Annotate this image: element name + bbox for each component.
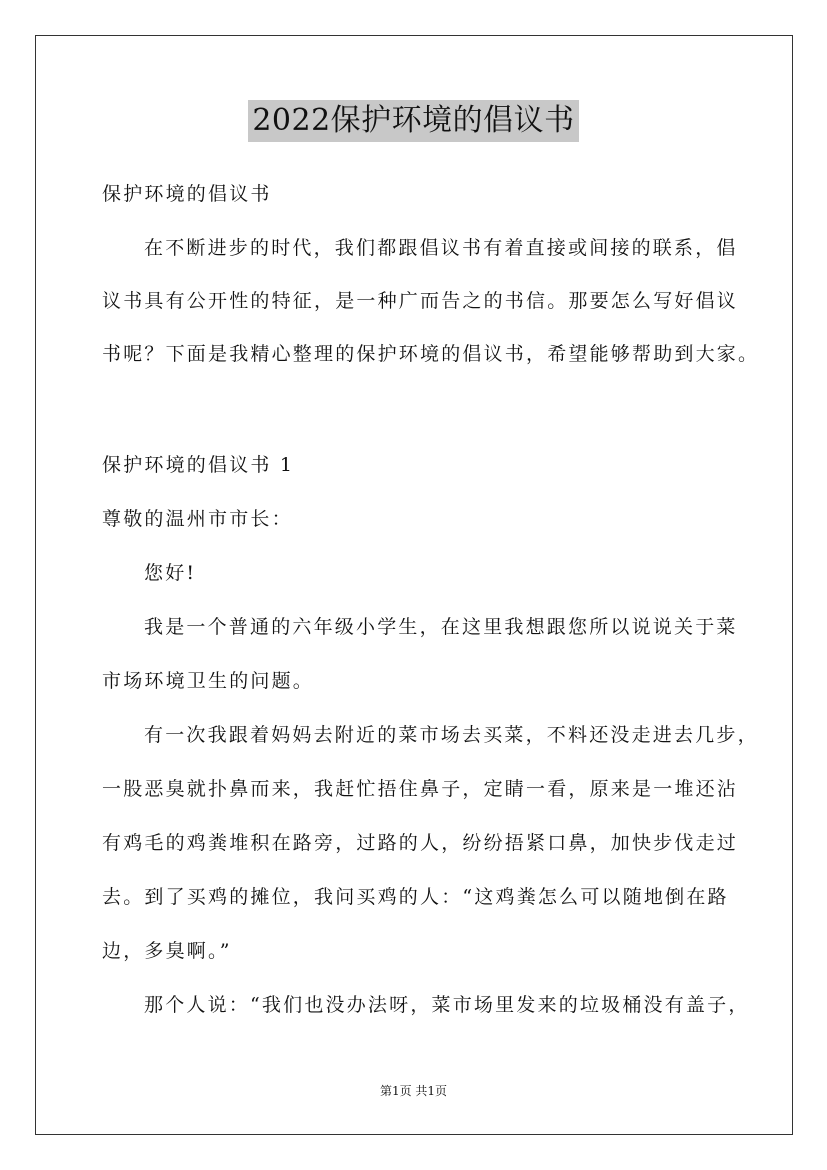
body-paragraph-line: 我是一个普通的六年级小学生，在这里我想跟您所以说说关于菜 (144, 616, 738, 638)
body-paragraph-line: 一股恶臭就扑鼻而来，我赶忙捂住鼻子，定睛一看，原来是一堆还沾 (102, 778, 739, 800)
section-heading: 保护环境的倡议书 1 (102, 454, 295, 476)
body-paragraph-line: 去。到了买鸡的摊位，我问买鸡的人：“这鸡粪怎么可以随地倒在路 (102, 886, 729, 908)
salutation: 尊敬的温州市市长： (102, 508, 293, 530)
intro-paragraph-line: 书呢？下面是我精心整理的保护环境的倡议书，希望能够帮助到大家。 (102, 343, 760, 365)
intro-paragraph-line: 在不断进步的时代，我们都跟倡议书有着直接或间接的联系，倡 (144, 237, 738, 259)
title-container (0, 100, 827, 142)
body-paragraph-line: 有鸡毛的鸡粪堆积在路旁，过路的人，纷纷捂紧口鼻，加快步伐走过 (102, 832, 739, 854)
greeting: 您好! (144, 562, 197, 584)
document-title: 2022保护环境的倡议书 (248, 100, 578, 142)
document-subtitle: 保护环境的倡议书 (102, 183, 272, 205)
intro-paragraph-line: 议书具有公开性的特征，是一种广而告之的书信。那要怎么写好倡议 (102, 290, 739, 312)
body-paragraph-line: 那个人说：“我们也没办法呀，菜市场里发来的垃圾桶没有盖子， (144, 994, 750, 1016)
page-number-footer: 第1页 共1页 (379, 1084, 448, 1098)
body-paragraph-line: 边，多臭啊。” (102, 940, 232, 962)
body-paragraph-line: 有一次我跟着妈妈去附近的菜市场去买菜，不料还没走进去几步， (144, 724, 759, 746)
body-paragraph-line: 市场环境卫生的问题。 (102, 670, 315, 692)
